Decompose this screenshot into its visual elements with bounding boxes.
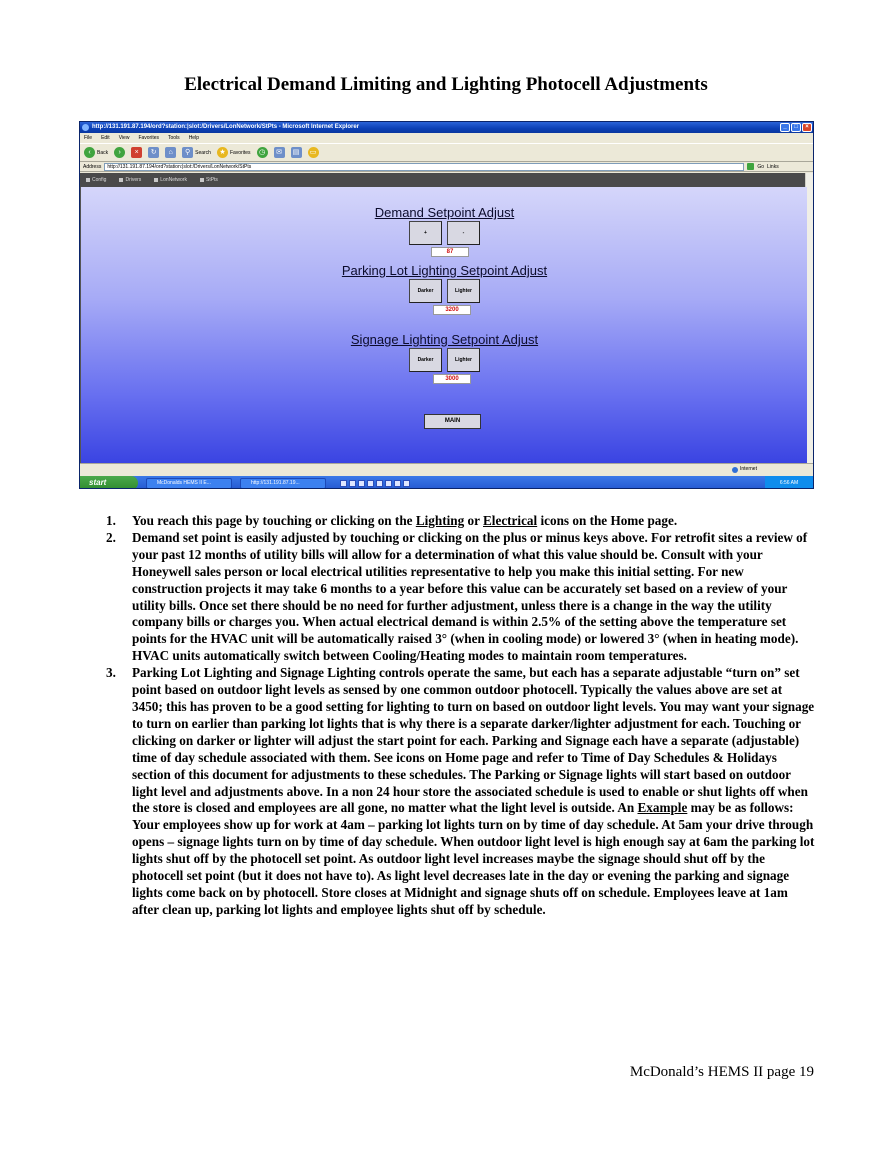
forward-arrow-icon: › [114,147,125,158]
window-title: http://131.191.87.194/ord?station:|slot:/Drivers/LonNetwork/StPts - Microsoft Internet Explorer [92,124,360,130]
address-label: Address [83,163,102,170]
windows-taskbar [80,476,813,489]
quick-launch-icon[interactable] [340,480,347,487]
security-zone [732,464,757,475]
step-number: 2. [106,529,116,545]
menu-file[interactable]: File [84,135,93,141]
browser-toolbar [80,143,813,162]
quick-launch-icon[interactable] [394,480,401,487]
maximize-button[interactable]: □ [791,123,801,132]
stpts-icon [200,178,204,182]
mail-icon[interactable]: ✉ [274,147,285,158]
go-icon[interactable] [747,163,754,170]
nav-drivers[interactable] [119,177,141,183]
go-button[interactable]: Go [757,163,765,170]
menu-bar [80,133,813,143]
parking-setpoint-title: Parking Lot Lighting Setpoint Adjust [341,263,548,278]
nav-lonnetwork-label: LonNetwork [160,177,187,183]
nav-lonnetwork[interactable] [154,177,187,183]
signage-setpoint-value: 3000 [433,374,471,384]
parking-button-row [81,279,808,303]
step-text [132,513,816,530]
step-number: 3. [106,665,116,681]
parking-setpoint-value: 3200 [433,305,471,315]
lonnetwork-icon [154,178,158,182]
quick-launch-icon[interactable] [385,480,392,487]
menu-tools[interactable]: Tools [168,135,180,141]
list-item [106,513,816,530]
main-button[interactable]: MAIN [424,414,481,429]
menu-favorites[interactable]: Favorites [138,135,159,141]
close-button[interactable]: × [802,123,812,132]
back-arrow-icon: ‹ [84,147,95,158]
folder-icon[interactable]: ▭ [308,147,319,158]
star-icon: ★ [217,147,228,158]
quick-launch-icon[interactable] [403,480,410,487]
station-nav-bar [80,173,807,187]
favorites-button[interactable] [217,147,251,158]
signage-darker-button[interactable]: Darker [409,348,442,372]
browser-screenshot [79,121,814,489]
stop-icon[interactable]: × [131,147,142,158]
nav-stpts[interactable] [200,177,218,183]
search-icon: ⚲ [182,147,193,158]
search-label: Search [195,149,211,156]
step-text-part: Parking Lot Lighting and Signage Lighting controls operate the same, but each has a separate adjustable “turn on” set point based on outdoor light levels as sensed by one common outdoor photocell. Typically the values above are set at 3450; this has proven to be a good setting for lighting to turn on based on outdoor light levels. You may want your signage to turn on earlier than parking lot lights that is why there is a separate darker/lighter adjustment for each. Touching or clicking on darker or lighter will adjust the start point for each. Parking and Signage each have a separate (adjustable) time of day schedule associated with them. See icons on Home page and refer to Time of Day Schedules & Holidays section of this document for adjustments to these schedules. The Parking or Signage lights will start based on outdoor light level and adjustments above. In a non 24 hour store the associated schedule is used to enable or shut lights off when the store is closed and employees are all gone, no matter what the light level is outside. An [132,665,815,816]
taskbar-item-browser[interactable]: http://131.191.87.19... [240,478,326,489]
step-number: 1. [106,513,116,528]
demand-minus-button[interactable]: - [447,221,480,245]
demand-setpoint-value: 87 [431,247,469,257]
nav-config[interactable] [86,177,106,183]
home-icon[interactable]: ⌂ [165,147,176,158]
electrical-link: Electrical [483,513,538,528]
quick-launch-icon[interactable] [376,480,383,487]
nav-config-label: Config [92,177,107,183]
parking-lighter-button[interactable]: Lighter [447,279,480,303]
signage-button-row [81,348,808,372]
quick-launch-icon[interactable] [367,480,374,487]
nav-drivers-label: Drivers [125,177,142,183]
history-icon[interactable]: ◷ [257,147,268,158]
favorites-label: Favorites [229,149,251,156]
setpoint-panel [80,187,807,463]
system-clock: 6:56 AM [765,476,813,489]
step-text-part: You reach this page by touching or clicking on the [132,513,416,528]
step-text-part: icons on the Home page. [537,513,678,528]
document-title: Electrical Demand Limiting and Lighting Photocell Adjustments [184,74,708,95]
nav-stpts-label: StPts [205,177,218,183]
address-bar [80,162,813,172]
list-item [106,665,816,919]
signage-lighter-button[interactable]: Lighter [447,348,480,372]
drivers-icon [119,178,123,182]
demand-button-row [81,221,808,245]
step-text-part: or [464,513,483,528]
window-controls [780,123,812,132]
forward-button[interactable] [114,147,125,158]
list-item [106,530,816,665]
menu-edit[interactable]: Edit [101,135,110,141]
globe-icon [732,467,738,473]
quick-launch-icon[interactable] [358,480,365,487]
menu-view[interactable]: View [118,135,130,141]
refresh-icon[interactable]: ↻ [148,147,159,158]
instruction-list [106,513,816,919]
start-button[interactable]: start [80,476,138,489]
taskbar-item-hems[interactable]: McDonalds HEMS II E... [146,478,232,489]
signage-setpoint-title: Signage Lighting Setpoint Adjust [350,332,539,347]
minimize-button[interactable]: _ [780,123,790,132]
search-button[interactable] [182,147,211,158]
back-label: Back [97,149,109,156]
quick-launch-icon[interactable] [349,480,356,487]
menu-help[interactable]: Help [188,135,199,141]
print-icon[interactable]: ▤ [291,147,302,158]
step-text [132,665,816,919]
page-footer: McDonald’s HEMS II page 19 [629,1064,814,1080]
demand-plus-button[interactable]: + [409,221,442,245]
parking-darker-button[interactable]: Darker [409,279,442,303]
step-text: Demand set point is easily adjusted by touching or clicking on the plus or minus keys above. For retrofit sites a review of your past 12 months of utility bills will allow for a determination of what this value should be. Consult with your Honeywell sales person or local electrical utilities representative to help you make this initial setting. For new construction projects it may take 6 months to a year before this value can be accurately set based on a review of your utility bills. Once set there should be no need for further adjustment, unless there is a change in the way the utility company bills or charges you. When actual electrical demand is within 2.5% of the setting above the temperature set points for the HVAC unit will be automatically raised 3° (when in cooling mode) or lowered 3° (when in heating mode). HVAC units automatically switch between Cooling/Heating modes to maintain room temperatures. [132,529,808,664]
config-icon [86,178,90,182]
zone-label: Internet [740,466,757,472]
ie-icon [82,124,89,131]
back-button[interactable] [84,147,108,158]
window-titlebar [80,122,813,133]
step-text-part: may be as follows: Your employees show up for work at 4am – parking lot lights turn on by time of day schedule. At 5am your drive through opens – signage lights turn on by time of day schedule. When outdoor light level is high enough say at 6am the parking lot lights shut off by the photocell set point. As outdoor light level increases maybe the signage should shut off by the photocell set point (but it does not have to). As light level decreases late in the day or evening the parking and signage lights come back on by photocell. Store closes at Midnight and signage shuts off on schedule. Employees leave at 1am after clean up, parking lot lights and employee lights shut off by schedule. [132,800,815,917]
demand-setpoint-title: Demand Setpoint Adjust [374,205,515,220]
quick-launch-icons [340,480,410,487]
links-label[interactable]: Links [767,163,779,170]
lighting-link: Lighting [415,513,465,528]
example-link: Example [637,800,688,816]
address-input[interactable]: http://131.191.87.194/ord?station:|slot:/Drivers/LonNetwork/StPts [104,163,744,171]
status-bar [80,463,813,475]
